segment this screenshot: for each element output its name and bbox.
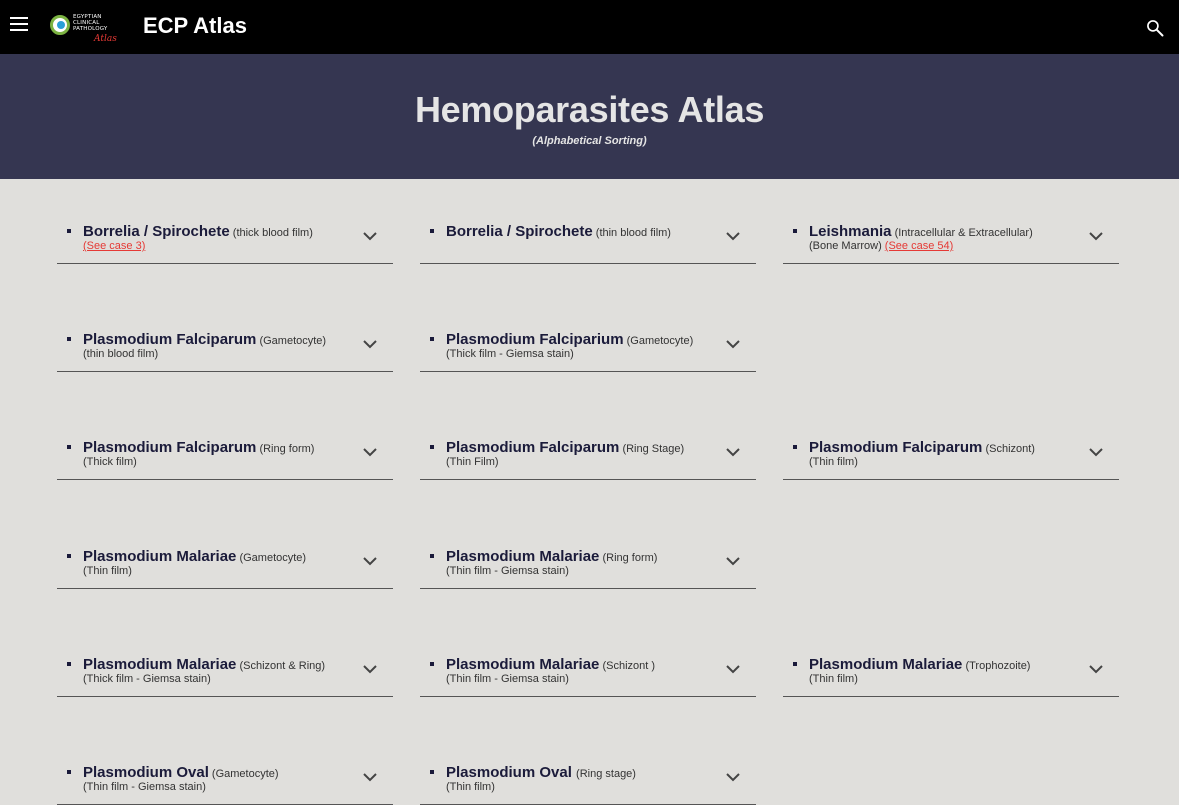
item-heading xyxy=(446,546,716,565)
item-film-type: (Thick film - Giemsa stain) xyxy=(83,673,211,685)
item-name: Plasmodium Malariae xyxy=(446,656,600,673)
accordion-item[interactable] xyxy=(783,424,1119,480)
chevron-down-icon[interactable] xyxy=(363,340,377,349)
item-name: Plasmodium Malariae xyxy=(446,548,600,565)
item-name: Plasmodium Falciparum xyxy=(809,439,983,456)
item-film-type: (Bone Marrow) xyxy=(809,240,885,252)
item-note: (Gametocyte) xyxy=(236,552,307,564)
item-subtitle xyxy=(83,456,363,468)
item-subtitle xyxy=(83,240,363,252)
item-film-type: (Thin Film) xyxy=(446,456,499,468)
item-note: (Schizont) xyxy=(982,443,1035,455)
item-name: Borrelia / Spirochete xyxy=(446,223,593,240)
chevron-down-icon[interactable] xyxy=(726,232,740,241)
item-note: (thick blood film) xyxy=(229,227,313,239)
item-note: (Ring form) xyxy=(599,552,658,564)
item-name: Borrelia / Spirochete xyxy=(83,223,230,240)
item-film-type: (Thin film - Giemsa stain) xyxy=(83,781,206,793)
item-heading xyxy=(446,762,716,781)
chevron-down-icon[interactable] xyxy=(726,665,740,674)
item-note: (Gametocyte) xyxy=(256,335,327,347)
item-name: Plasmodium Falciparum xyxy=(446,439,620,456)
item-heading xyxy=(446,654,716,673)
page-subtitle: (Alphabetical Sorting) xyxy=(532,135,647,147)
accordion-item[interactable] xyxy=(57,533,393,589)
item-heading xyxy=(83,329,353,348)
item-heading xyxy=(446,221,716,240)
bullet-icon xyxy=(67,662,71,666)
top-app-bar xyxy=(0,0,1179,54)
item-subtitle xyxy=(446,565,726,577)
accordion-item[interactable] xyxy=(420,316,756,372)
item-subtitle xyxy=(83,565,363,577)
item-subtitle xyxy=(446,456,726,468)
item-name: Plasmodium Malariae xyxy=(809,656,963,673)
item-heading xyxy=(83,221,353,240)
accordion-item[interactable] xyxy=(783,208,1119,264)
item-heading xyxy=(83,654,353,673)
item-film-type: (Thick film) xyxy=(83,456,137,468)
item-subtitle xyxy=(83,673,363,685)
item-note: (Trophozoite) xyxy=(962,660,1031,672)
bullet-icon xyxy=(430,337,434,341)
item-note: (Intracellular & Extracellular) xyxy=(891,227,1033,239)
item-note: (Ring form) xyxy=(256,443,315,455)
see-case-link[interactable]: (See case 54) xyxy=(884,240,954,252)
item-name: Plasmodium Oval xyxy=(83,764,209,781)
accordion-item[interactable] xyxy=(420,208,756,264)
search-icon[interactable] xyxy=(1145,18,1165,38)
bullet-icon xyxy=(430,554,434,558)
chevron-down-icon[interactable] xyxy=(1089,665,1103,674)
accordion-item[interactable] xyxy=(420,749,756,805)
bullet-icon xyxy=(430,445,434,449)
item-name: Plasmodium Malariae xyxy=(83,548,237,565)
bullet-icon xyxy=(67,554,71,558)
item-note: (Ring Stage) xyxy=(619,443,685,455)
item-film-type: (Thin film - Giemsa stain) xyxy=(446,673,569,685)
item-name: Plasmodium Malariae xyxy=(83,656,237,673)
item-subtitle xyxy=(83,348,363,360)
bullet-icon xyxy=(430,229,434,233)
chevron-down-icon[interactable] xyxy=(726,557,740,566)
bullet-icon xyxy=(67,770,71,774)
item-heading xyxy=(809,221,1079,240)
logo-text: EGYPTIAN CLINICAL PATHOLOGY xyxy=(73,14,108,32)
item-film-type: (Thin film - Giemsa stain) xyxy=(446,565,569,577)
item-note: (Gametocyte) xyxy=(208,768,279,780)
item-note: (thin blood film) xyxy=(592,227,671,239)
item-name: Plasmodium Falciparum xyxy=(83,331,257,348)
item-film-type: (Thin film) xyxy=(809,456,858,468)
bullet-icon xyxy=(67,229,71,233)
accordion-item[interactable] xyxy=(57,641,393,697)
item-name: Plasmodium Falciparum xyxy=(83,439,257,456)
item-note: (Gametocyte) xyxy=(623,335,694,347)
bullet-icon xyxy=(67,445,71,449)
item-subtitle xyxy=(809,456,1089,468)
chevron-down-icon[interactable] xyxy=(363,232,377,241)
item-heading xyxy=(446,329,716,348)
item-note: (Ring stage) xyxy=(576,768,636,780)
accordion-item[interactable] xyxy=(420,641,756,697)
item-film-type: (Thick film - Giemsa stain) xyxy=(446,348,574,360)
item-film-type: (Thin film) xyxy=(83,565,132,577)
chevron-down-icon[interactable] xyxy=(1089,448,1103,457)
item-heading xyxy=(809,437,1079,456)
accordion-item[interactable] xyxy=(57,749,393,805)
accordion-item[interactable] xyxy=(57,424,393,480)
logo-script: Atlas xyxy=(94,34,117,44)
bullet-icon xyxy=(67,337,71,341)
item-film-type: (Thin film) xyxy=(446,781,495,793)
item-name: Plasmodium Falciparium xyxy=(446,331,624,348)
logo-emblem-icon xyxy=(50,15,70,35)
item-heading xyxy=(809,654,1079,673)
item-subtitle xyxy=(446,348,726,360)
bullet-icon xyxy=(430,770,434,774)
page-title: Hemoparasites Atlas xyxy=(414,89,765,130)
hamburger-menu-icon[interactable] xyxy=(10,17,30,37)
item-note: (Schizont ) xyxy=(599,660,656,672)
app-title[interactable]: ECP Atlas xyxy=(143,13,247,38)
bullet-icon xyxy=(793,229,797,233)
accordion-item[interactable] xyxy=(420,533,756,589)
chevron-down-icon[interactable] xyxy=(726,773,740,782)
item-film-type: (thin blood film) xyxy=(83,348,159,360)
item-subtitle xyxy=(83,781,363,793)
accordion-item[interactable] xyxy=(420,424,756,480)
item-name: Leishmania xyxy=(809,223,892,240)
accordion-item[interactable] xyxy=(57,316,393,372)
item-subtitle xyxy=(446,781,726,793)
item-name: Plasmodium Oval xyxy=(446,764,577,781)
item-heading xyxy=(83,437,353,456)
chevron-down-icon[interactable] xyxy=(726,448,740,457)
accordion-item[interactable] xyxy=(57,208,393,264)
item-heading xyxy=(83,762,353,781)
page-hero xyxy=(0,54,1179,179)
item-note: (Schizont & Ring) xyxy=(236,660,326,672)
chevron-down-icon[interactable] xyxy=(726,340,740,349)
bullet-icon xyxy=(793,662,797,666)
item-subtitle xyxy=(809,673,1089,685)
chevron-down-icon[interactable] xyxy=(1089,232,1103,241)
chevron-down-icon[interactable] xyxy=(363,665,377,674)
item-subtitle xyxy=(446,673,726,685)
site-logo[interactable] xyxy=(48,13,126,45)
chevron-down-icon[interactable] xyxy=(363,448,377,457)
item-subtitle xyxy=(809,240,1089,252)
chevron-down-icon[interactable] xyxy=(363,557,377,566)
chevron-down-icon[interactable] xyxy=(363,773,377,782)
bullet-icon xyxy=(430,662,434,666)
item-film-type: (Thin film) xyxy=(809,673,858,685)
bullet-icon xyxy=(793,445,797,449)
item-heading xyxy=(83,546,353,565)
see-case-link[interactable]: (See case 3) xyxy=(83,240,146,252)
item-heading xyxy=(446,437,716,456)
accordion-item[interactable] xyxy=(783,641,1119,697)
